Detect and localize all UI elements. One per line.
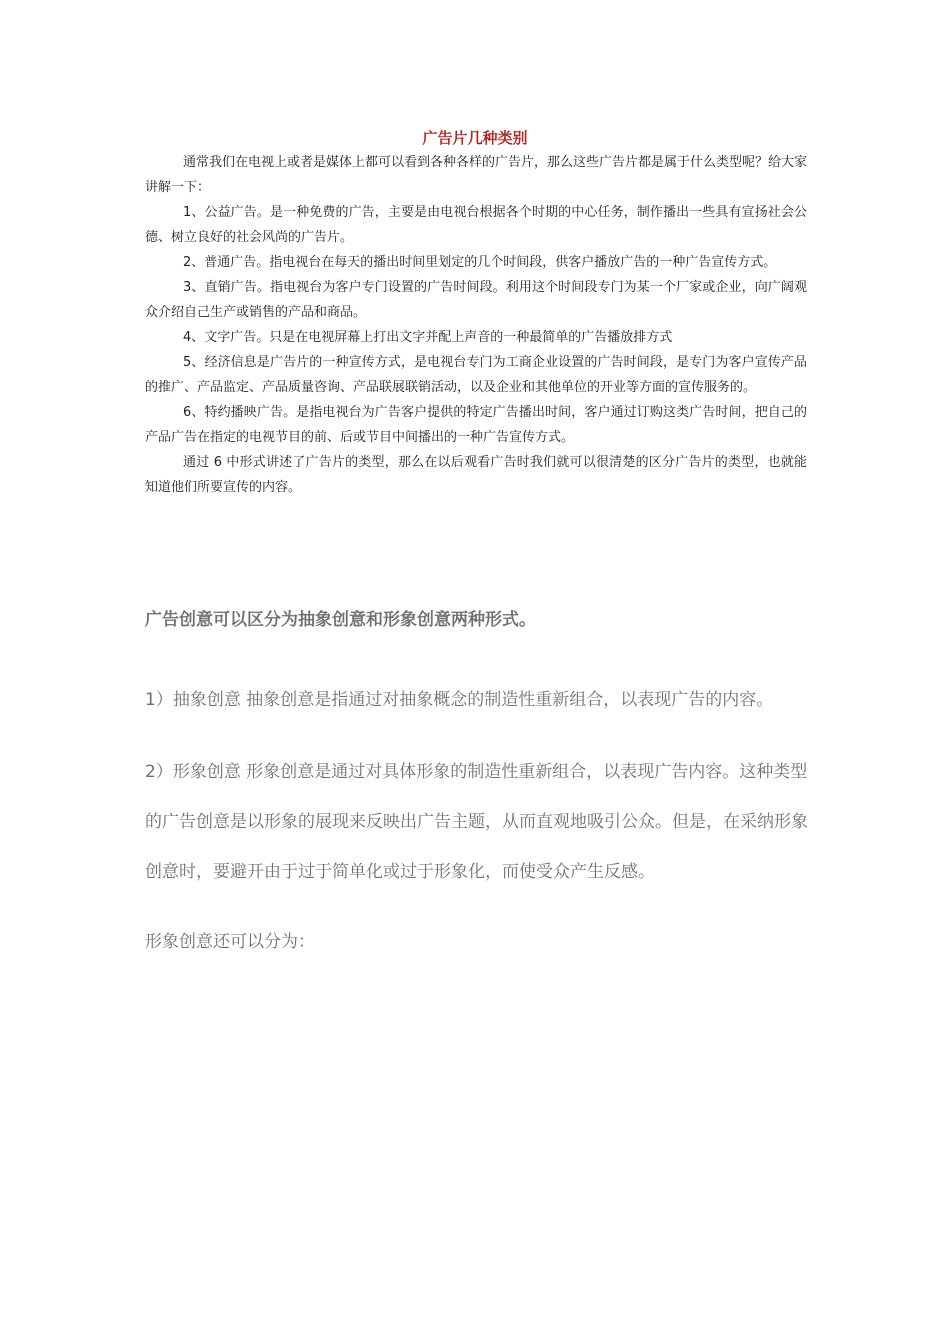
- intro-paragraph: 通常我们在电视上或者是媒体上都可以看到各种各样的广告片，那么这些广告片都是属于什么类型呢？给大家讲解一下：: [145, 155, 808, 195]
- list-item: 3、直销广告。指电视台为客户专门设置的广告时间段。利用这个时间段专门为某一个厂家或企业，向广阔观众介绍自己生产或销售的产品和商品。: [145, 280, 807, 320]
- image-creative-subtypes-lead: 形象创意还可以分为：: [145, 932, 315, 952]
- list-item: 5、经济信息是广告片的一种宣传方式，是电视台专门为工商企业设置的广告时间段，是专门为客户宣传产品的推广、产品监定、产品质量咨询、产品联展联销活动，以及企业和其他单位的开业等方面的宣传服务的。: [145, 355, 807, 395]
- document-title: 广告片几种类别: [422, 129, 528, 147]
- list-item: 1、公益广告。是一种免费的广告，主要是由电视台根据各个时期的中心任务，制作播出一些具有宣扬社会公德、树立良好的社会风尚的广告片。: [145, 205, 807, 245]
- image-creative-paragraph: 2）形象创意 形象创意是通过对具体形象的制造性重新组合，以表现广告内容。这种类型的广告创意是以形象的展现来反映出广告主题，从而直观地吸引公众。但是，在采纳形象创意时，要避开由于过于简单化或过于形象化，而使受众产生反感。: [145, 762, 808, 882]
- summary-paragraph: 通过 6 中形式讲述了广告片的类型，那么在以后观看广告时我们就可以很清楚的区分广告片的类型，也就能知道他们所要宣传的内容。: [145, 455, 807, 495]
- creative-heading: 广告创意可以区分为抽象创意和形象创意两种形式。: [145, 610, 536, 630]
- list-item: 2、普通广告。指电视台在每天的播出时间里划定的几个时间段，供客户播放广告的一种广告宣传方式。: [183, 255, 777, 270]
- creative-section: [145, 605, 810, 967]
- abstract-creative-paragraph: 1）抽象创意 抽象创意是指通过对抽象概念的制造性重新组合，以表现广告的内容。: [145, 690, 774, 710]
- list-item: 4、文字广告。只是在电视屏幕上打出文字并配上声音的一种最简单的广告播放排方式: [183, 330, 673, 345]
- article-body: [145, 150, 807, 500]
- list-item: 6、特约播映广告。是指电视台为广告客户提供的特定广告播出时间，客户通过订购这类广告时间，把自己的产品广告在指定的电视节目的前、后或节目中间播出的一种广告宣传方式。: [145, 405, 807, 445]
